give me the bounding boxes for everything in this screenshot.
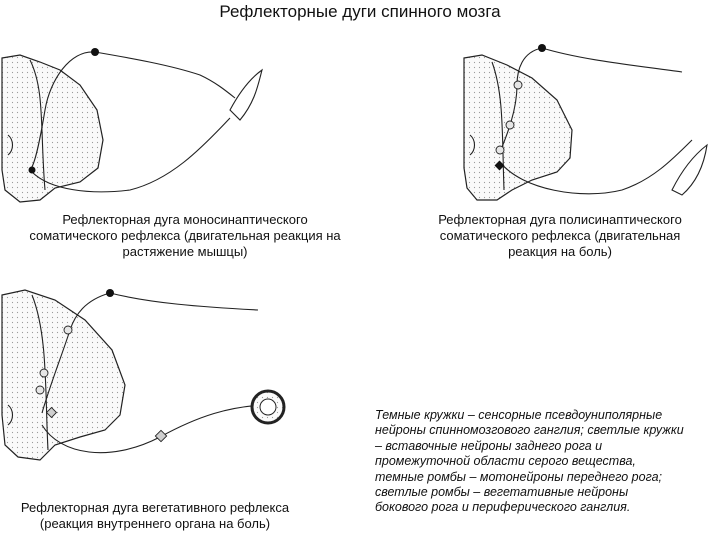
monosynaptic-reflex-diagram [0, 40, 300, 210]
peripheral-ganglion-rhomb [155, 430, 166, 441]
muscle-icon [230, 70, 262, 120]
sensory-neuron [106, 289, 114, 297]
muscle-icon [672, 145, 707, 195]
legend: Темные кружки – сенсорные псевдоуниполярные нейроны спинномозгового ганглия; светлые кружки – вставочные нейроны заднего рога и промежуточной области серого вещества, темные ромбы – мотонейроны переднего рога; светлые ромбы – вегетативные нейроны бокового рога и периферического ганглия. [375, 408, 684, 515]
interneuron [496, 146, 504, 154]
interneuron [36, 386, 44, 394]
motoneuron [29, 167, 36, 174]
spinal-cord-section [2, 55, 103, 202]
vegetative-reflex-diagram [0, 285, 330, 475]
page-title: Рефлекторные дуги спинного мозга [219, 2, 501, 21]
spinal-cord-section [2, 290, 125, 460]
interneuron [514, 81, 522, 89]
sensory-neuron [91, 48, 99, 56]
interneuron [40, 369, 48, 377]
polysynaptic-reflex-diagram [462, 40, 720, 210]
caption-polysynaptic: Рефлекторная дуга полисинаптического соматического рефлекса (двигательная реакция на боль) [438, 212, 682, 259]
interneuron [64, 326, 72, 334]
sensory-neuron [538, 44, 546, 52]
interneuron [506, 121, 514, 129]
caption-monosynaptic: Рефлекторная дуга моносинаптического соматического рефлекса (двигательная реакция на растяжение мышцы) [29, 212, 341, 259]
caption-vegetative: Рефлекторная дуга вегетативного рефлекса (реакция внутреннего органа на боль) [20, 500, 290, 531]
